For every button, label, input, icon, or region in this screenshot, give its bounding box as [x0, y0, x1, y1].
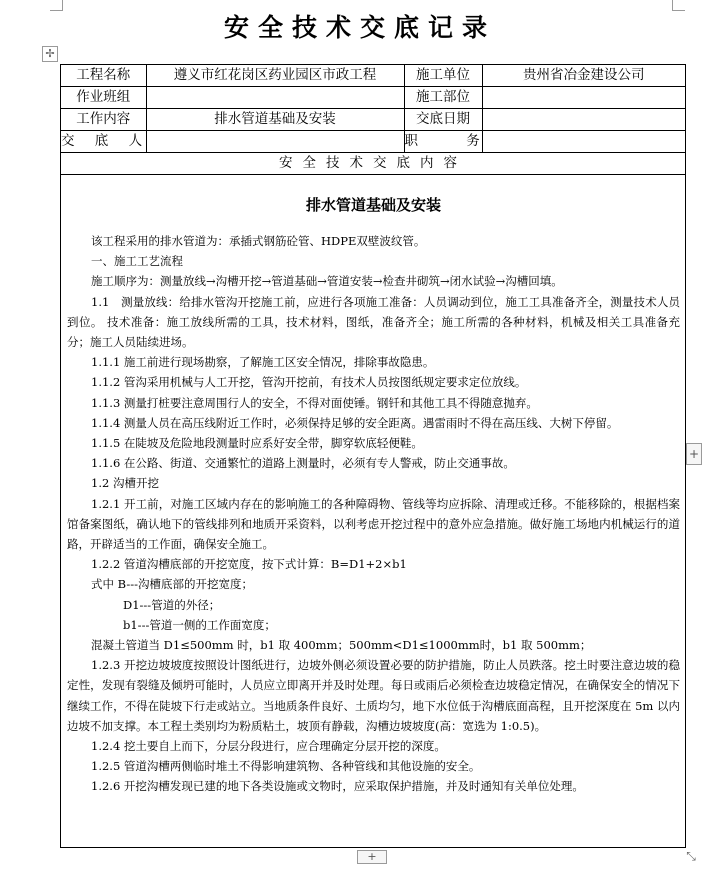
table-row [61, 65, 685, 87]
paragraph: 1.2.1 开工前，对施工区域内存在的影响施工的各种障碍物、管线等均应拆除、清理或迁移。不能移除的，根据档案馆备案图纸，确认地下的管线排列和地质开采资料，以利考虑开挖过程中的意外应急措施。做好施工场地内机械运行的道路，开辟适当的工作面，确保安全施工。 [67, 496, 680, 552]
header-table [61, 65, 685, 175]
paragraph: 一、施工工艺流程 [91, 254, 183, 269]
project-name-value[interactable]: 遵义市红花岗区药业园区市政工程 [146, 65, 404, 87]
position-label: 职 务 [404, 131, 482, 153]
content-area[interactable] [61, 176, 687, 797]
date-value[interactable] [482, 109, 685, 131]
position-value[interactable] [482, 131, 685, 153]
paragraph: D1---管道的外径； [123, 597, 221, 612]
table-row [61, 153, 685, 175]
paragraph: 1.1.1 施工前进行现场勘察，了解施工区安全情况，排除事故隐患。 [91, 355, 435, 370]
person-label: 交 底 人 [61, 131, 146, 153]
section-header: 安全技术交底内容 [61, 153, 685, 175]
table-move-handle-icon[interactable]: ✢ [42, 46, 58, 62]
paragraph: 1.2.3 开挖边坡坡度按照设计图纸进行，边坡外侧必须设置必要的防护措施，防止人员跌落。挖土时要注意边坡的稳定性，发现有裂缝及倾坍可能时，人员应立即离开并及时处理。每日或雨后必须检查边坡稳定情况，在确保安全的情况下继续工作，不得在陡坡下行走或站立。当地质条件良好、土质均匀，地下水位低于沟槽底面高程，且开挖深度在 5m 以内边坡不加支撑。本工程土类别均为粉质粘土，坡顶有静载，沟槽边坡坡度(高：宽选为 1:0.5)。 [67, 658, 680, 733]
table-resize-icon[interactable]: ⤡ [686, 849, 696, 863]
safety-record-table [60, 64, 686, 848]
paragraph: 1.1.4 测量人员在高压线附近工作时，必须保持足够的安全距离。遇雷雨时不得在高压线、大树下停留。 [91, 415, 619, 430]
date-label: 交底日期 [404, 109, 482, 131]
paragraph: 1.1 测量放线：给排水管沟开挖施工前，应进行各项施工准备：人员调动到位，施工工具准备齐全，测量技术人员到位。 技术准备：施工放线所需的工具，技术材料，图纸，准备齐全；施工所需的各种材料，机械及相关工具准备充分；施工人员陆续进场。 [67, 294, 680, 350]
paragraph: 1.2 沟槽开挖 [91, 476, 159, 491]
paragraph: 1.2.4 挖土要自上而下，分层分段进行，应合理确定分层开挖的深度。 [91, 739, 446, 754]
add-column-icon[interactable]: + [686, 443, 702, 465]
paragraph: b1---管道一侧的工作面宽度； [123, 617, 276, 632]
paragraph: 1.1.2 管沟采用机械与人工开挖，管沟开挖前，有技术人员按图纸规定要求定位放线。 [91, 375, 527, 390]
team-label: 作业班组 [61, 87, 146, 109]
paragraph: 1.2.6 开挖沟槽发现已建的地下各类设施或文物时，应采取保护措施，并及时通知有关单位处理。 [91, 779, 584, 794]
construction-unit-value[interactable]: 贵州省冶金建设公司 [482, 65, 685, 87]
dept-value[interactable] [482, 87, 685, 109]
document-title: 安全技术交底记录 [223, 13, 496, 42]
table-row [61, 87, 685, 109]
dept-label: 施工部位 [404, 87, 482, 109]
work-content-label: 工作内容 [61, 109, 146, 131]
table-row [61, 131, 685, 153]
paragraph: 式中 B---沟槽底部的开挖宽度； [91, 577, 253, 592]
paragraph: 1.1.5 在陡坡及危险地段测量时应系好安全带，脚穿软底轻便鞋。 [91, 436, 423, 451]
paragraph: 1.1.6 在公路、街道、交通繁忙的道路上测量时，必须有专人警戒，防止交通事故。 [91, 456, 515, 471]
paragraph: 1.2.5 管道沟槽两侧临时堆土不得影响建筑物、各种管线和其他设施的安全。 [91, 759, 481, 774]
paragraph: 施工顺序为：测量放线→沟槽开挖→管道基础→管道安装→检查井砌筑→闭水试验→沟槽回填。 [91, 274, 563, 289]
construction-unit-label: 施工单位 [404, 65, 482, 87]
paragraph: 1.1.3 测量打桩要注意周围行人的安全，不得对面使锤。钢钎和其他工具不得随意抛弃。 [91, 395, 538, 410]
project-name-label: 工程名称 [61, 65, 146, 87]
team-value[interactable] [146, 87, 404, 109]
work-content-value[interactable]: 排水管道基础及安装 [146, 109, 404, 131]
content-heading: 排水管道基础及安装 [305, 196, 441, 214]
paragraph: 混凝土管道当 D1≤500mm 时，b1 取 400mm；500mm<D1≤1000mm时，b1 取 500mm； [91, 638, 592, 653]
person-value[interactable] [146, 131, 404, 153]
add-row-icon[interactable]: + [357, 850, 387, 864]
paragraph: 该工程采用的排水管道为：承插式钢筋砼管、HDPE双壁波纹管。 [91, 234, 426, 248]
paragraph: 1.2.2 管道沟槽底部的开挖宽度，按下式计算：B=D1+2×b1 [91, 557, 407, 572]
table-row [61, 109, 685, 131]
